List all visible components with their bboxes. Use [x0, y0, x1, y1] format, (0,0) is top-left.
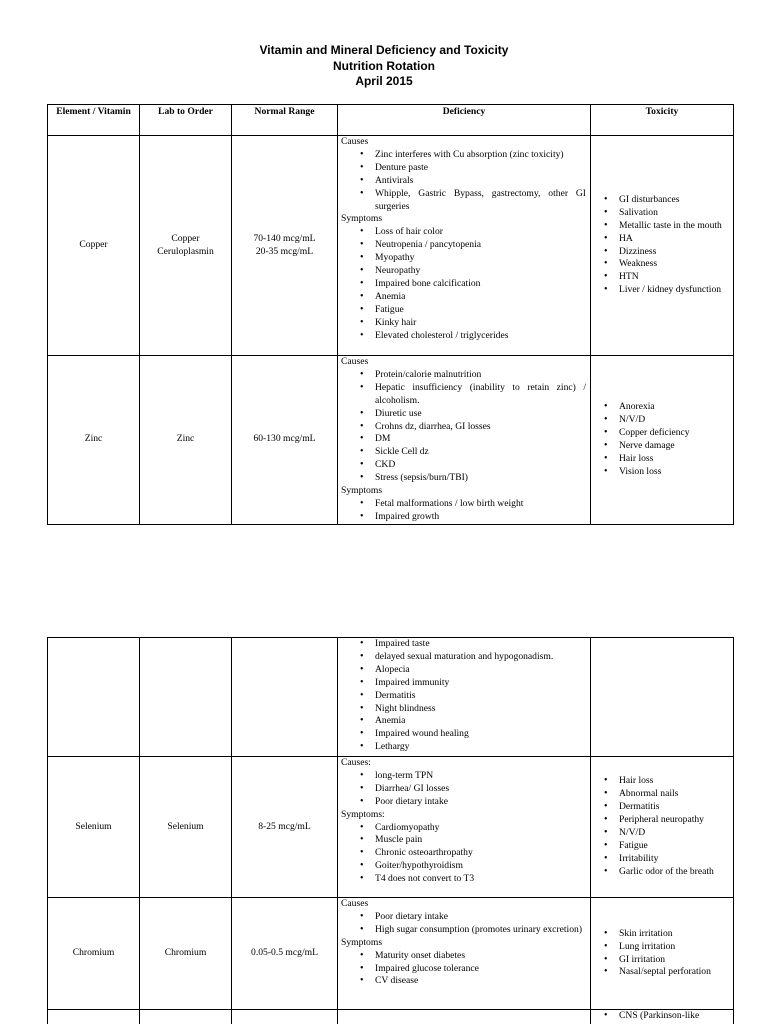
list-item: • Irritability	[619, 853, 729, 866]
list-item: • Impaired bone calcification	[375, 278, 586, 291]
list-item: • Lung irritation	[619, 941, 729, 954]
causes-label: Causes	[341, 136, 369, 147]
list-item: • Kinky hair	[375, 317, 586, 330]
list-item: • Anemia	[375, 715, 586, 728]
list-item: • Muscle pain	[375, 834, 586, 847]
list-item: • CNS (Parkinson-like	[619, 1010, 729, 1023]
symptoms-label: Symptoms	[341, 213, 383, 225]
causes-label: Causes	[341, 356, 369, 367]
list-item: • T4 does not convert to T3	[375, 873, 586, 886]
list-item: • Nerve damage	[619, 440, 729, 453]
lab-cell: Selenium	[140, 757, 232, 898]
deficiency-cell	[338, 638, 591, 757]
column-header-lab: Lab to Order	[140, 105, 232, 136]
list-item: • Elevated cholesterol / triglycerides	[375, 330, 586, 343]
cell-text: 20-35 mcg/mL	[255, 245, 314, 257]
symptoms-label: Symptoms	[341, 485, 383, 497]
document-date: April 2015	[355, 74, 413, 88]
nutrient-table-page-2	[47, 637, 734, 1024]
list-item: • Lethargy	[375, 741, 586, 754]
list-item: • Fetal malformations / low birth weight	[375, 498, 586, 511]
table-row-next-partial	[48, 1010, 734, 1024]
list-item: • Liver / kidney dysfunction	[619, 284, 729, 297]
toxicity-cell	[591, 757, 734, 898]
list-item: • Alopecia	[375, 664, 586, 677]
toxicity-cell	[591, 638, 734, 757]
list-item: • Skin irritation	[619, 928, 729, 941]
element-cell: Selenium	[48, 757, 140, 898]
list-item: • Goiter/hypothyroidism	[375, 860, 586, 873]
column-header-range: Normal Range	[232, 105, 338, 136]
list-item: • Abnormal nails	[619, 788, 729, 801]
column-header-element: Element / Vitamin	[48, 105, 140, 136]
list-item: • Neutropenia / pancytopenia	[375, 239, 586, 252]
list-item: • Anemia	[375, 291, 586, 304]
list-item: • Dermatitis	[619, 801, 729, 814]
list-item: • CV disease	[375, 975, 586, 988]
list-item: • long-term TPN	[375, 770, 586, 783]
toxicity-cell	[591, 1010, 734, 1024]
table-row-selenium	[48, 757, 734, 898]
list-item: • Cardiomyopathy	[375, 822, 586, 835]
list-item: • Crohns dz, diarrhea, GI losses	[375, 421, 586, 434]
list-item: • Diuretic use	[375, 408, 586, 421]
list-item: • Zinc interferes with Cu absorption (zinc toxicity)	[375, 149, 586, 162]
deficiency-cell	[338, 898, 591, 1010]
deficiency-cell	[338, 1010, 591, 1024]
list-item: • Impaired taste	[375, 638, 586, 651]
list-item: • CKD	[375, 459, 586, 472]
lab-cell	[140, 1010, 232, 1024]
list-item: • Hair loss	[619, 453, 729, 466]
range-cell: 0.05-0.5 mcg/mL	[232, 898, 338, 1010]
list-item: • Metallic taste in the mouth	[619, 220, 729, 233]
element-cell	[48, 638, 140, 757]
lab-cell: Zinc	[140, 356, 232, 525]
list-item: • Fatigue	[619, 840, 729, 853]
list-item: • N/V/D	[619, 414, 729, 427]
causes-label: Causes:	[341, 757, 371, 768]
list-item: • Poor dietary intake	[375, 796, 586, 809]
list-item: • Denture paste	[375, 162, 586, 175]
table-row-chromium	[48, 898, 734, 1010]
list-item: • Dizziness	[619, 246, 729, 259]
symptoms-label: Symptoms:	[341, 808, 385, 820]
lab-cell: Chromium	[140, 898, 232, 1010]
lab-cell	[140, 638, 232, 757]
list-item: • Nasal/septal perforation	[619, 966, 729, 979]
element-cell: Copper	[48, 136, 140, 356]
table-row-zinc-continued	[48, 638, 734, 757]
symptoms-list-continued	[341, 638, 586, 754]
list-item: • HA	[619, 233, 729, 246]
toxicity-list	[594, 1010, 729, 1023]
list-item: • Loss of hair color	[375, 226, 586, 239]
list-item: • Impaired glucose tolerance	[375, 963, 586, 976]
document-title: Vitamin and Mineral Deficiency and Toxicity	[259, 43, 509, 57]
toxicity-list	[594, 928, 729, 980]
list-item: • delayed sexual maturation and hypogonadism.	[375, 651, 586, 664]
list-item: • Dermatitis	[375, 690, 586, 703]
list-item: • Vision loss	[619, 466, 729, 479]
list-item: • Neuropathy	[375, 265, 586, 278]
list-item: • Weakness	[619, 258, 729, 271]
symptoms-list	[341, 822, 586, 887]
document-subtitle: Nutrition Rotation	[333, 58, 435, 73]
list-item: • GI disturbances	[619, 194, 729, 207]
list-item: • Hepatic insufficiency (inability to retain zinc) / alcoholism.	[375, 382, 586, 408]
list-item: • Stress (sepsis/burn/TBI)	[375, 472, 586, 485]
list-item: • N/V/D	[619, 827, 729, 840]
list-item: • Antivirals	[375, 175, 586, 188]
toxicity-cell	[591, 898, 734, 1010]
list-item: • Impaired growth	[375, 511, 586, 524]
list-item: • Copper deficiency	[619, 427, 729, 440]
list-item: • GI irritation	[619, 954, 729, 967]
list-item: • Myopathy	[375, 252, 586, 265]
list-item: • Hair loss	[619, 775, 729, 788]
list-item: • Poor dietary intake	[375, 911, 586, 924]
list-item: • Peripheral neuropathy	[619, 814, 729, 827]
element-cell: Zinc	[48, 356, 140, 525]
range-cell: 8-25 mcg/mL	[232, 757, 338, 898]
list-item: • Anorexia	[619, 401, 729, 414]
range-cell	[232, 1010, 338, 1024]
deficiency-cell	[338, 757, 591, 898]
list-item: • Impaired wound healing	[375, 728, 586, 741]
element-cell: Chromium	[48, 898, 140, 1010]
column-header-toxicity: Toxicity	[591, 105, 734, 136]
list-item: • HTN	[619, 271, 729, 284]
element-cell	[48, 1010, 140, 1024]
list-item: • DM	[375, 433, 586, 446]
list-item: • Chronic osteoarthropathy	[375, 847, 586, 860]
symptoms-list	[341, 950, 586, 989]
cell-text: 70-140 mcg/mL	[253, 232, 316, 244]
list-item: • Protein/calorie malnutrition	[375, 369, 586, 382]
list-item: • Maturity onset diabetes	[375, 950, 586, 963]
causes-label: Causes	[341, 898, 369, 909]
causes-list	[341, 770, 586, 809]
list-item: • Impaired immunity	[375, 677, 586, 690]
list-item: • Fatigue	[375, 304, 586, 317]
causes-list	[341, 911, 586, 937]
range-cell: 60-130 mcg/mL	[232, 356, 338, 525]
list-item: • High sugar consumption (promotes urinary excretion)	[375, 924, 586, 937]
list-item: • Whipple, Gastric Bypass, gastrectomy, other GI surgeries	[375, 188, 586, 214]
cell-text: Ceruloplasmin	[157, 245, 214, 257]
toxicity-list	[594, 775, 729, 878]
list-item: • Garlic odor of the breath	[619, 866, 729, 879]
cell-text: Copper	[171, 232, 200, 244]
list-item: • Sickle Cell dz	[375, 446, 586, 459]
list-item: • Diarrhea/ GI losses	[375, 783, 586, 796]
symptoms-label: Symptoms	[341, 936, 383, 948]
range-cell	[232, 638, 338, 757]
list-item: • Salivation	[619, 207, 729, 220]
list-item: • Night blindness	[375, 703, 586, 716]
column-header-deficiency: Deficiency	[338, 105, 591, 136]
